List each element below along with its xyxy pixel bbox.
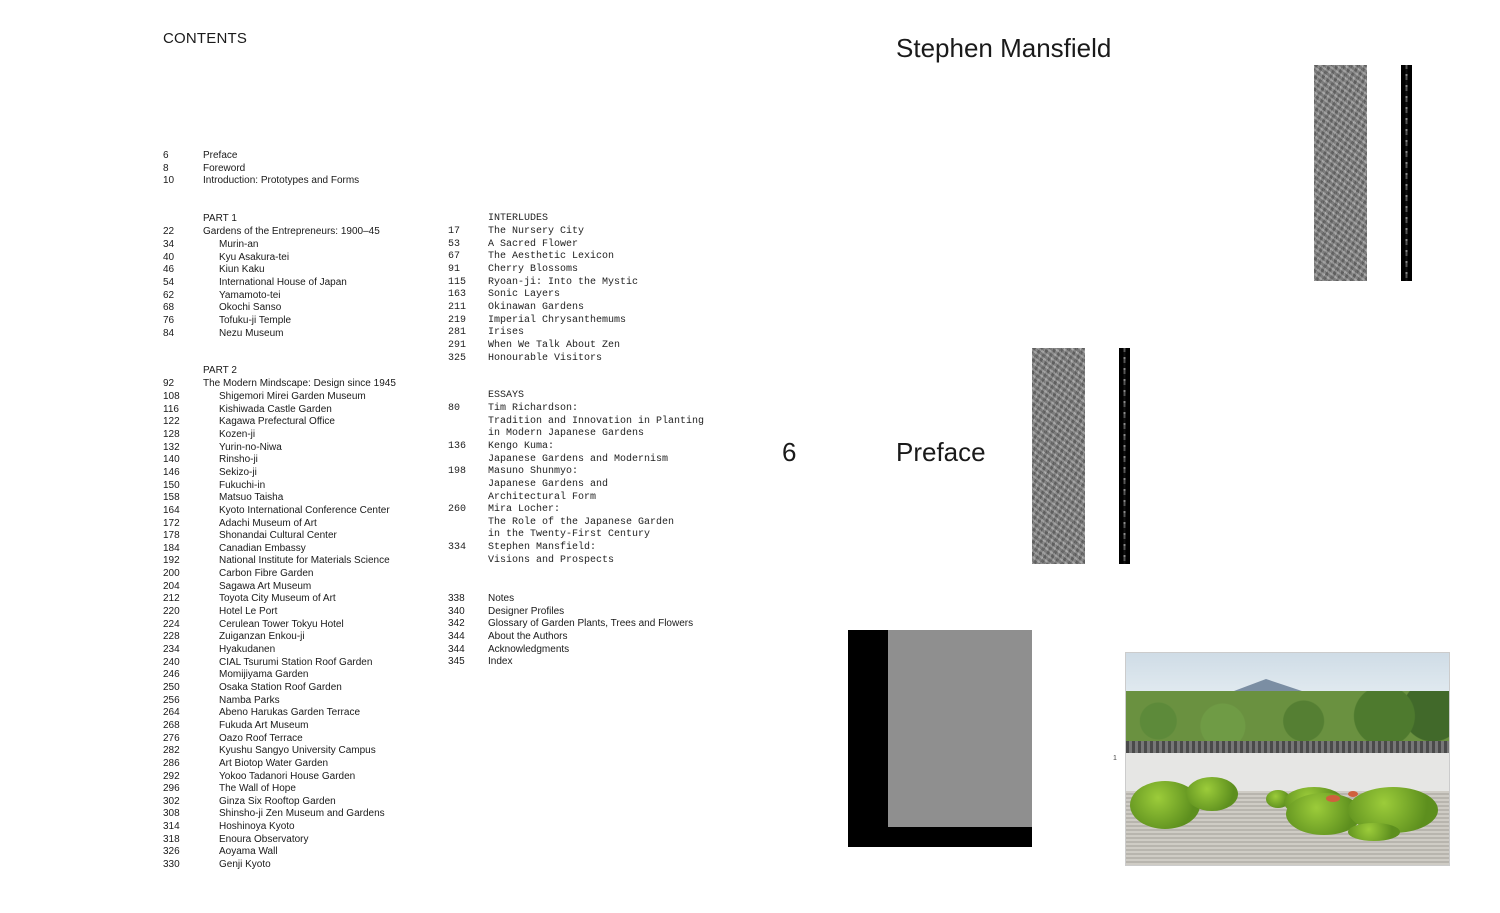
back-matter-page-number: 344 <box>448 643 465 655</box>
interlude-entry-page-number: 211 <box>448 301 467 313</box>
interlude-entry-title: A Sacred Flower <box>488 238 579 250</box>
part2-entry-title: Genji Kyoto <box>219 859 271 871</box>
part1-entry-title: Tofuku-ji Temple <box>219 314 292 326</box>
part2-entry-page-number: 314 <box>163 821 180 833</box>
part2-entry-page-number: 246 <box>163 669 180 681</box>
essay-title-line: in Modern Japanese Gardens <box>488 428 645 440</box>
part2-entry-page-number: 116 <box>163 403 179 415</box>
part2-entry-title: Shigemori Mirei Garden Museum <box>219 391 366 402</box>
part2-entry-title: Fukuda Art Museum <box>219 719 309 731</box>
photo-shrub <box>1186 777 1238 811</box>
part2-entry-title: Kyushu Sangyo University Campus <box>219 745 376 757</box>
part2-label: PART 2 <box>203 365 237 376</box>
part2-entry-title: Yokoo Tadanori House Garden <box>219 770 356 782</box>
essay-title-line: Japanese Gardens and Modernism <box>488 453 669 465</box>
interlude-entry-page-number: 67 <box>448 251 461 263</box>
essay-title-line: Architectural Form <box>488 491 597 503</box>
interlude-entry-title: Honourable Visitors <box>488 352 603 364</box>
part2-entry-title: Namba Parks <box>219 694 280 706</box>
part2-entry-title: National Institute for Materials Science <box>219 555 390 567</box>
interlude-entry-title: Sonic Layers <box>488 289 561 301</box>
interlude-entry-page-number: 17 <box>448 226 461 237</box>
stone-texture-image <box>1314 65 1367 281</box>
interlude-entry-title: Ryoan-ji: Into the Mystic <box>488 276 639 288</box>
part2-entry-page-number: 220 <box>163 606 180 618</box>
part2-entry-title: Hoshinoya Kyoto <box>219 821 295 833</box>
part2-entry-title: Kagawa Prefectural Office <box>219 416 335 428</box>
part2-entry-page-number: 228 <box>163 631 180 643</box>
part2-entry-page-number: 326 <box>163 846 180 858</box>
front-matter-title: Preface <box>203 150 238 161</box>
part2-entry-page-number: 234 <box>163 644 180 655</box>
interlude-entry-page-number: 91 <box>448 263 461 275</box>
part1-entry-page-number: 68 <box>163 302 175 314</box>
part2-entry-title: Sekizo-ji <box>219 466 257 478</box>
essay-page-number: 198 <box>448 466 467 478</box>
part1-entry-title: Kiun Kaku <box>219 264 265 276</box>
back-matter-page-number: 338 <box>448 593 465 604</box>
stone-strip-image-2 <box>1119 348 1130 564</box>
part2-entry-title: Toyota City Museum of Art <box>219 593 336 605</box>
part1-entry-title: Kyu Asakura-tei <box>219 251 290 263</box>
part2-entry-title: Hyakudanen <box>219 644 276 655</box>
part2-entry-page-number: 286 <box>163 757 180 769</box>
back-matter-page-number: 345 <box>448 656 465 668</box>
part2-entry-page-number: 302 <box>163 795 180 807</box>
front-matter-title: Introduction: Prototypes and Forms <box>203 175 360 187</box>
photo-azalea-bloom <box>1326 795 1340 802</box>
part1-entry-page-number: 40 <box>163 251 175 263</box>
part2-entry-page-number: 268 <box>163 719 180 731</box>
interlude-entry-page-number: 163 <box>448 289 467 301</box>
essay-page-number: 80 <box>448 403 461 414</box>
essay-title-line: in the Twenty-First Century <box>488 529 651 541</box>
part2-entry-title: Momijiyama Garden <box>219 669 309 681</box>
interlude-entry-title: When We Talk About Zen <box>488 339 621 351</box>
essays-label: ESSAYS <box>488 390 525 401</box>
part2-entry-page-number: 150 <box>163 479 180 491</box>
part1-title-page: 22 <box>163 226 175 237</box>
part2-entry-page-number: 146 <box>163 466 180 478</box>
part2-entry-page-number: 264 <box>163 707 180 719</box>
part1-entry-page-number: 54 <box>163 276 175 288</box>
figure-number: 1 <box>1113 755 1117 762</box>
part2-title-page: 92 <box>163 378 175 389</box>
part2-entry-title: The Wall of Hope <box>219 783 296 795</box>
part2-title: The Modern Mindscape: Design since 1945 <box>203 378 396 389</box>
part2-entry-title: Carbon Fibre Garden <box>219 568 314 580</box>
part2-entry-page-number: 184 <box>163 542 180 554</box>
back-matter-title: Index <box>488 656 513 668</box>
part1-entry-title: Okochi Sanso <box>219 302 282 314</box>
back-matter-title: Notes <box>488 593 515 604</box>
back-matter-page-number: 342 <box>448 618 465 630</box>
photo-wall-roof <box>1126 741 1449 753</box>
black-block-image <box>848 630 1032 847</box>
part2-entry-title: Shinsho-ji Zen Museum and Gardens <box>219 808 385 820</box>
essay-author: Masuno Shunmyo: <box>488 466 579 478</box>
part1-label: PART 1 <box>203 213 237 224</box>
part2-entry-page-number: 172 <box>163 517 180 529</box>
part2-entry-title: CIAL Tsurumi Station Roof Garden <box>219 656 373 668</box>
essay-author: Tim Richardson: <box>488 403 579 414</box>
part2-entry-page-number: 140 <box>163 454 180 466</box>
interlude-entry-title: The Nursery City <box>488 226 585 237</box>
part2-entry-title: Osaka Station Roof Garden <box>219 681 342 693</box>
part1-entry-page-number: 34 <box>163 239 175 250</box>
part1-entry-page-number: 76 <box>163 314 175 326</box>
part2-entry-page-number: 296 <box>163 783 180 795</box>
part2-entry-title: Kyoto International Conference Center <box>219 504 390 516</box>
part2-entry-title: Kishiwada Castle Garden <box>219 403 332 415</box>
back-matter-title: Glossary of Garden Plants, Trees and Flowers <box>488 618 694 630</box>
interlude-entry-page-number: 115 <box>448 276 467 288</box>
interlude-entry-title: Okinawan Gardens <box>488 301 585 313</box>
back-matter-title: About the Authors <box>488 630 568 642</box>
front-matter-page-number: 8 <box>163 162 169 174</box>
part2-entry-title: Fukuchi-in <box>219 479 266 491</box>
part2-entry-title: Zuiganzan Enkou-ji <box>219 631 305 643</box>
interludes-label: INTERLUDES <box>488 213 549 224</box>
section-title: Preface <box>896 437 986 467</box>
part2-entry-title: Hotel Le Port <box>219 606 278 618</box>
part2-entry-page-number: 158 <box>163 492 180 504</box>
essay-page-number: 136 <box>448 440 467 452</box>
part2-entry-page-number: 256 <box>163 694 180 706</box>
part2-entry-title: Kozen-ji <box>219 428 256 440</box>
part2-entry-title: Enoura Observatory <box>219 833 309 845</box>
essay-author: Mira Locher: <box>488 504 561 516</box>
essay-title-line: Japanese Gardens and <box>488 478 609 490</box>
interlude-entry-title: The Aesthetic Lexicon <box>488 251 615 263</box>
part2-entry-page-number: 108 <box>163 391 180 402</box>
essay-page-number: 260 <box>448 504 467 516</box>
essay-title-line: Tradition and Innovation in Planting <box>488 415 705 427</box>
garden-photo <box>1125 652 1450 866</box>
essay-title-line: Visions and Prospects <box>488 554 615 566</box>
photo-shrub <box>1348 823 1400 841</box>
part1-entry-title: Nezu Museum <box>219 327 284 339</box>
part2-entry-title: Abeno Harukas Garden Terrace <box>219 707 361 719</box>
gray-panel <box>888 630 1032 827</box>
part2-entry-title: Art Biotop Water Garden <box>219 757 329 769</box>
part2-entry-page-number: 164 <box>163 504 180 516</box>
part2-entry-page-number: 212 <box>163 593 180 605</box>
part2-entry-page-number: 318 <box>163 833 180 845</box>
part2-entry-title: Matsuo Taisha <box>219 492 284 504</box>
back-matter-page-number: 344 <box>448 630 465 642</box>
essay-author: Kengo Kuma: <box>488 440 555 452</box>
interlude-entry-page-number: 219 <box>448 314 467 326</box>
interlude-entry-page-number: 291 <box>448 339 467 351</box>
part2-entry-title: Oazo Roof Terrace <box>219 732 303 744</box>
part1-entry-title: Murin-an <box>219 239 259 250</box>
part2-entry-title: Ginza Six Rooftop Garden <box>219 795 336 807</box>
photo-trees <box>1126 691 1449 741</box>
photo-azalea-bloom <box>1348 791 1358 797</box>
part2-entry-title: Adachi Museum of Art <box>219 517 317 529</box>
part2-entry-page-number: 224 <box>163 618 180 630</box>
part2-entry-page-number: 204 <box>163 580 180 592</box>
part1-entry-page-number: 46 <box>163 264 175 276</box>
part1-entry-page-number: 84 <box>163 327 175 339</box>
part2-entry-page-number: 128 <box>163 428 180 440</box>
interlude-entry-page-number: 53 <box>448 238 461 250</box>
stone-texture-image-2 <box>1032 348 1085 564</box>
part2-entry-page-number: 330 <box>163 859 180 871</box>
part1-entry-title: Yamamoto-tei <box>219 289 281 301</box>
part2-entry-title: Yurin-no-Niwa <box>219 441 282 453</box>
stone-strip-image <box>1401 65 1412 281</box>
part2-entry-page-number: 192 <box>163 555 180 567</box>
part2-entry-page-number: 178 <box>163 530 180 542</box>
contents-heading: CONTENTS <box>163 30 248 47</box>
part2-entry-page-number: 132 <box>163 441 180 453</box>
part2-entry-page-number: 240 <box>163 656 180 668</box>
part1-entry-title: International House of Japan <box>219 276 347 288</box>
part2-entry-page-number: 122 <box>163 416 180 428</box>
part2-entry-title: Shonandai Cultural Center <box>219 530 337 542</box>
interlude-entry-title: Cherry Blossoms <box>488 263 579 275</box>
essay-title-line: The Role of the Japanese Garden <box>488 516 675 528</box>
part2-entry-title: Sagawa Art Museum <box>219 580 312 592</box>
interlude-entry-page-number: 325 <box>448 352 467 364</box>
part2-entry-title: Aoyama Wall <box>219 846 278 858</box>
essay-author: Stephen Mansfield: <box>488 542 597 554</box>
part1-entry-page-number: 62 <box>163 289 175 301</box>
part2-entry-title: Canadian Embassy <box>219 542 306 554</box>
part2-entry-page-number: 276 <box>163 732 180 744</box>
author-name: Stephen Mansfield <box>896 33 1112 63</box>
part2-entry-page-number: 250 <box>163 681 180 693</box>
part2-entry-page-number: 292 <box>163 770 180 782</box>
part2-entry-title: Cerulean Tower Tokyu Hotel <box>219 618 344 630</box>
part2-entry-page-number: 200 <box>163 568 180 580</box>
back-matter-page-number: 340 <box>448 605 465 617</box>
interlude-entry-title: Irises <box>488 327 525 339</box>
front-matter-page-number: 6 <box>163 150 169 161</box>
back-matter-title: Designer Profiles <box>488 605 565 617</box>
part2-entry-page-number: 282 <box>163 745 180 757</box>
front-matter-page-number: 10 <box>163 175 175 187</box>
part2-entry-page-number: 308 <box>163 808 180 820</box>
part2-entry-title: Rinsho-ji <box>219 454 258 466</box>
essay-page-number: 334 <box>448 542 467 554</box>
interlude-entry-page-number: 281 <box>448 327 467 339</box>
front-matter-title: Foreword <box>203 162 246 174</box>
section-number: 6 <box>782 437 797 467</box>
interlude-entry-title: Imperial Chrysanthemums <box>488 314 627 326</box>
part1-title: Gardens of the Entrepreneurs: 1900–45 <box>203 226 380 237</box>
back-matter-title: Acknowledgments <box>488 643 570 655</box>
